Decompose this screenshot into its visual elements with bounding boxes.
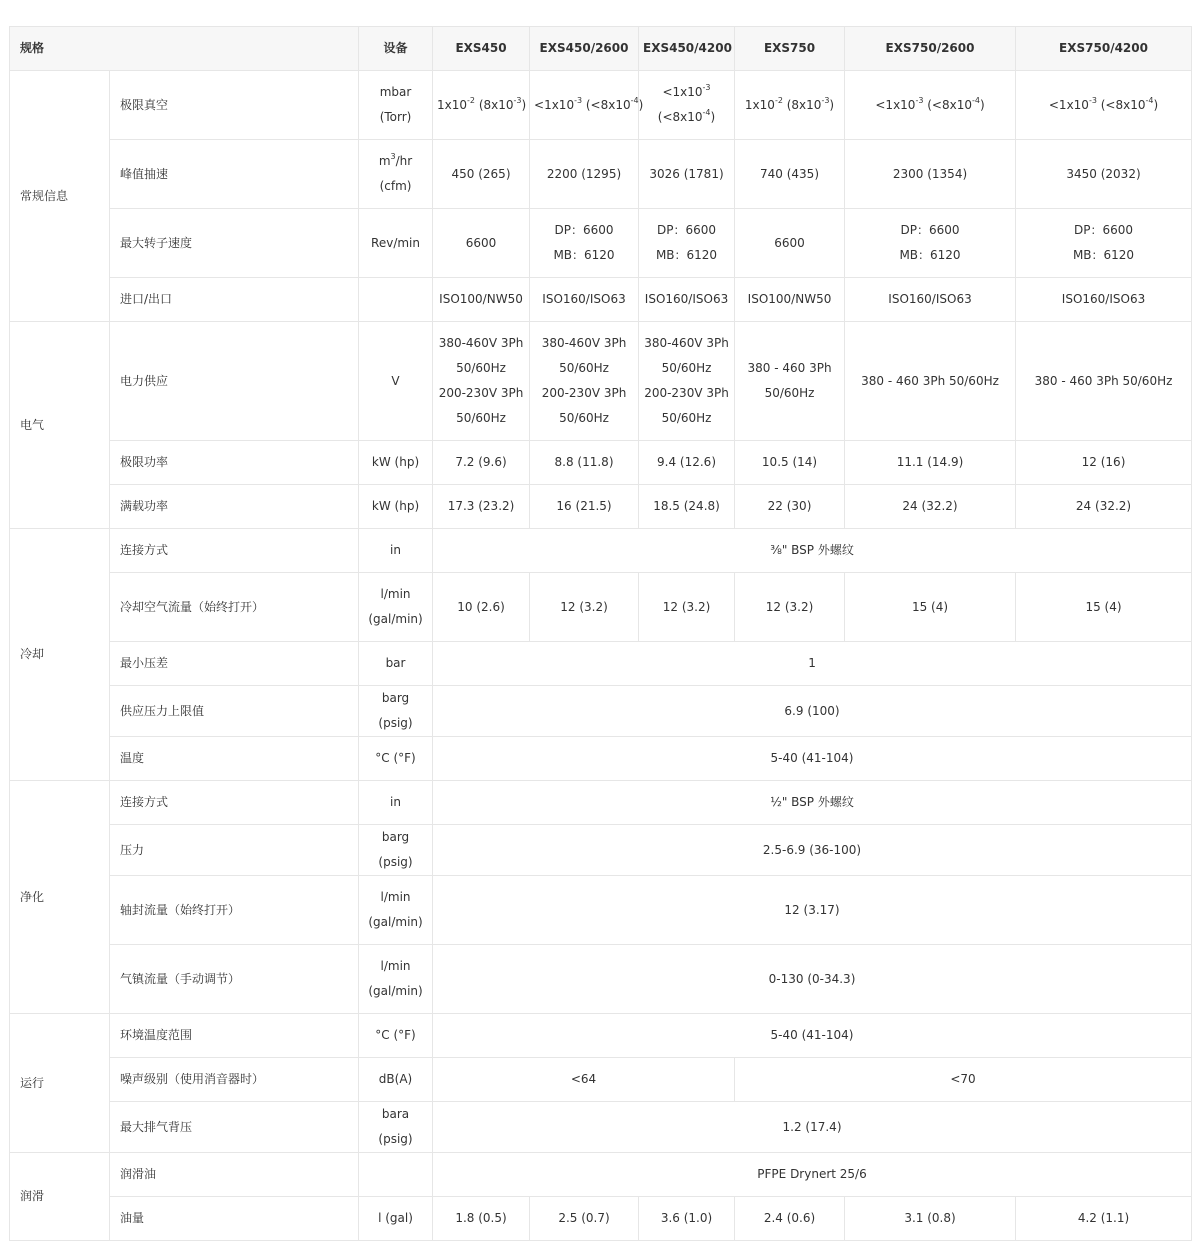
value-cell: ½" BSP 外螺纹 — [433, 781, 1192, 825]
row-purge-pressure — [10, 825, 1192, 876]
row-power-supply — [10, 322, 1192, 441]
value-cell: 15 (4) — [1016, 573, 1192, 642]
value-cell: ISO100/NW50 — [735, 278, 845, 322]
unit-cell: barg (psig) — [359, 686, 433, 737]
value-cell: 380 - 460 3Ph 50/60Hz — [845, 322, 1016, 441]
value-cell: $<1x10^{-3}$ $(<8x10^{-4})$ — [639, 71, 735, 140]
value-cell: 4.2 (1.1) — [1016, 1197, 1192, 1241]
unit-line: (Torr) — [379, 110, 412, 124]
unit-cell — [359, 278, 433, 322]
param-label: 最大排气背压 — [110, 1102, 359, 1153]
value-cell: 22 (30) — [735, 485, 845, 529]
value-cell: PFPE Drynert 25/6 — [433, 1153, 1192, 1197]
unit-cell: dB(A) — [359, 1058, 433, 1102]
row-max-exhaust-back-pressure — [10, 1102, 1192, 1153]
value-cell: 12 (3.17) — [433, 876, 1192, 945]
value-cell: $<1x10^{-3}$ $(<8x10^{-4})$ — [845, 71, 1016, 140]
group-general: 常规信息 — [10, 71, 110, 322]
value-cell: 11.1 (14.9) — [845, 441, 1016, 485]
value-cell: 2.5 (0.7) — [530, 1197, 639, 1241]
group-operation: 运行 — [10, 1014, 110, 1153]
value-cell: 6600 — [735, 209, 845, 278]
value-cell: 5-40 (41-104) — [433, 737, 1192, 781]
spec-table — [9, 26, 1192, 1241]
value-cell: 12 (3.2) — [530, 573, 639, 642]
value-cell: 18.5 (24.8) — [639, 485, 735, 529]
unit-cell: barg (psig) — [359, 825, 433, 876]
param-label: 最小压差 — [110, 642, 359, 686]
header-model-exs450-2600: EXS450/2600 — [530, 27, 639, 71]
value-cell: <70 — [735, 1058, 1192, 1102]
row-shaft-seal-flow — [10, 876, 1192, 945]
value-cell: ISO100/NW50 — [433, 278, 530, 322]
value-cell: 10.5 (14) — [735, 441, 845, 485]
param-label: 峰值抽速 — [110, 140, 359, 209]
unit-cell: kW (hp) — [359, 485, 433, 529]
row-lubricant — [10, 1153, 1192, 1197]
unit-cell: V — [359, 322, 433, 441]
param-label: 噪声级别（使用消音器时） — [110, 1058, 359, 1102]
unit-cell: kW (hp) — [359, 441, 433, 485]
unit-cell — [359, 71, 433, 140]
unit-cell: in — [359, 781, 433, 825]
value-cell: 2.5-6.9 (36-100) — [433, 825, 1192, 876]
unit-cell: l/min (gal/min) — [359, 945, 433, 1014]
value-cell: 16 (21.5) — [530, 485, 639, 529]
row-purge-connection — [10, 781, 1192, 825]
value-cell: 3026 (1781) — [639, 140, 735, 209]
value-cell: ISO160/ISO63 — [845, 278, 1016, 322]
value-cell: 1 — [433, 642, 1192, 686]
header-equipment: 设备 — [359, 27, 433, 71]
value-cell: 6.9 (100) — [433, 686, 1192, 737]
value-cell: 3.6 (1.0) — [639, 1197, 735, 1241]
value-cell: DP：6600 MB：6120 — [845, 209, 1016, 278]
header-model-exs750-2600: EXS750/2600 — [845, 27, 1016, 71]
value-cell: 7.2 (9.6) — [433, 441, 530, 485]
value-cell: 12 (3.2) — [639, 573, 735, 642]
group-lubrication: 润滑 — [10, 1153, 110, 1241]
unit-cell: l/min (gal/min) — [359, 573, 433, 642]
row-ambient-temperature — [10, 1014, 1192, 1058]
header-model-exs450-4200: EXS450/4200 — [639, 27, 735, 71]
param-label: 供应压力上限值 — [110, 686, 359, 737]
unit-cell: °C (°F) — [359, 1014, 433, 1058]
row-gas-ballast-flow — [10, 945, 1192, 1014]
value-cell: $1x10^{-2}$ $(8x10^{-3})$ — [433, 71, 530, 140]
value-cell: DP：6600 MB：6120 — [530, 209, 639, 278]
value-cell: 24 (32.2) — [845, 485, 1016, 529]
unit-cell: in — [359, 529, 433, 573]
value-cell: 12 (3.2) — [735, 573, 845, 642]
param-label: 满载功率 — [110, 485, 359, 529]
value-cell: ISO160/ISO63 — [530, 278, 639, 322]
group-cooling: 冷却 — [10, 529, 110, 781]
value-cell: 380-460V 3Ph 50/60Hz 200-230V 3Ph 50/60Hz — [639, 322, 735, 441]
unit-cell — [359, 1153, 433, 1197]
value-cell: 740 (435) — [735, 140, 845, 209]
row-ultimate-vacuum — [10, 71, 1192, 140]
unit-cell: l/min (gal/min) — [359, 876, 433, 945]
header-model-exs450: EXS450 — [433, 27, 530, 71]
value-cell: 2200 (1295) — [530, 140, 639, 209]
value-cell: DP：6600 MB：6120 — [639, 209, 735, 278]
value-cell: 9.4 (12.6) — [639, 441, 735, 485]
value-cell: 2300 (1354) — [845, 140, 1016, 209]
param-label: 连接方式 — [110, 529, 359, 573]
param-label: 润滑油 — [110, 1153, 359, 1197]
row-inlet-outlet — [10, 278, 1192, 322]
value-cell: 380 - 460 3Ph 50/60Hz — [735, 322, 845, 441]
param-label: 冷却空气流量（始终打开） — [110, 573, 359, 642]
row-supply-pressure-max — [10, 686, 1192, 737]
value-cell: $1x10^{-2}$ $(8x10^{-3})$ — [735, 71, 845, 140]
unit-line: mbar — [379, 85, 412, 99]
header-model-exs750-4200: EXS750/4200 — [1016, 27, 1192, 71]
param-label: 电力供应 — [110, 322, 359, 441]
row-cooling-air-flow — [10, 573, 1192, 642]
unit-cell: $m^3/hr$ (cfm) — [359, 140, 433, 209]
value-cell: 24 (32.2) — [1016, 485, 1192, 529]
value-cell: $<1x10^{-3}$ $(<8x10^{-4})$ — [530, 71, 639, 140]
value-cell: DP：6600 MB：6120 — [1016, 209, 1192, 278]
header-model-exs750: EXS750 — [735, 27, 845, 71]
value-cell: 1.8 (0.5) — [433, 1197, 530, 1241]
value-cell: 450 (265) — [433, 140, 530, 209]
group-purge: 净化 — [10, 781, 110, 1014]
row-cooling-connection — [10, 529, 1192, 573]
param-label: 气镇流量（手动调节） — [110, 945, 359, 1014]
row-oil-quantity — [10, 1197, 1192, 1241]
param-label: 环境温度范围 — [110, 1014, 359, 1058]
row-noise-level — [10, 1058, 1192, 1102]
unit-cell: bara (psig) — [359, 1102, 433, 1153]
param-label: 进口/出口 — [110, 278, 359, 322]
row-ultimate-power — [10, 441, 1192, 485]
value-cell: 5-40 (41-104) — [433, 1014, 1192, 1058]
row-cooling-temperature — [10, 737, 1192, 781]
param-label: 连接方式 — [110, 781, 359, 825]
row-min-pressure-diff — [10, 642, 1192, 686]
param-label: 极限真空 — [110, 71, 359, 140]
value-cell: ⅜" BSP 外螺纹 — [433, 529, 1192, 573]
header-row — [10, 27, 1192, 71]
param-label: 极限功率 — [110, 441, 359, 485]
value-cell: 380-460V 3Ph 50/60Hz 200-230V 3Ph 50/60Hz — [530, 322, 639, 441]
header-spec: 规格 — [10, 27, 359, 71]
value-cell: 0-130 (0-34.3) — [433, 945, 1192, 1014]
value-cell: 3.1 (0.8) — [845, 1197, 1016, 1241]
value-cell: 8.8 (11.8) — [530, 441, 639, 485]
value-cell: 3450 (2032) — [1016, 140, 1192, 209]
unit-cell: bar — [359, 642, 433, 686]
value-cell: 12 (16) — [1016, 441, 1192, 485]
row-peak-speed — [10, 140, 1192, 209]
value-cell: 2.4 (0.6) — [735, 1197, 845, 1241]
value-cell: 17.3 (23.2) — [433, 485, 530, 529]
value-cell: ISO160/ISO63 — [639, 278, 735, 322]
value-cell: 1.2 (17.4) — [433, 1102, 1192, 1153]
value-cell: $<1x10^{-3}$ $(<8x10^{-4})$ — [1016, 71, 1192, 140]
row-full-load-power — [10, 485, 1192, 529]
unit-cell: Rev/min — [359, 209, 433, 278]
unit-cell: °C (°F) — [359, 737, 433, 781]
param-label: 压力 — [110, 825, 359, 876]
unit-cell: l (gal) — [359, 1197, 433, 1241]
param-label: 温度 — [110, 737, 359, 781]
value-cell: <64 — [433, 1058, 735, 1102]
value-cell: 10 (2.6) — [433, 573, 530, 642]
param-label: 油量 — [110, 1197, 359, 1241]
value-cell: 380-460V 3Ph 50/60Hz 200-230V 3Ph 50/60Hz — [433, 322, 530, 441]
value-cell: ISO160/ISO63 — [1016, 278, 1192, 322]
value-cell: 6600 — [433, 209, 530, 278]
param-label: 最大转子速度 — [110, 209, 359, 278]
row-rotor-speed — [10, 209, 1192, 278]
group-electrical: 电气 — [10, 322, 110, 529]
value-cell: 380 - 460 3Ph 50/60Hz — [1016, 322, 1192, 441]
value-cell: 15 (4) — [845, 573, 1016, 642]
param-label: 轴封流量（始终打开） — [110, 876, 359, 945]
